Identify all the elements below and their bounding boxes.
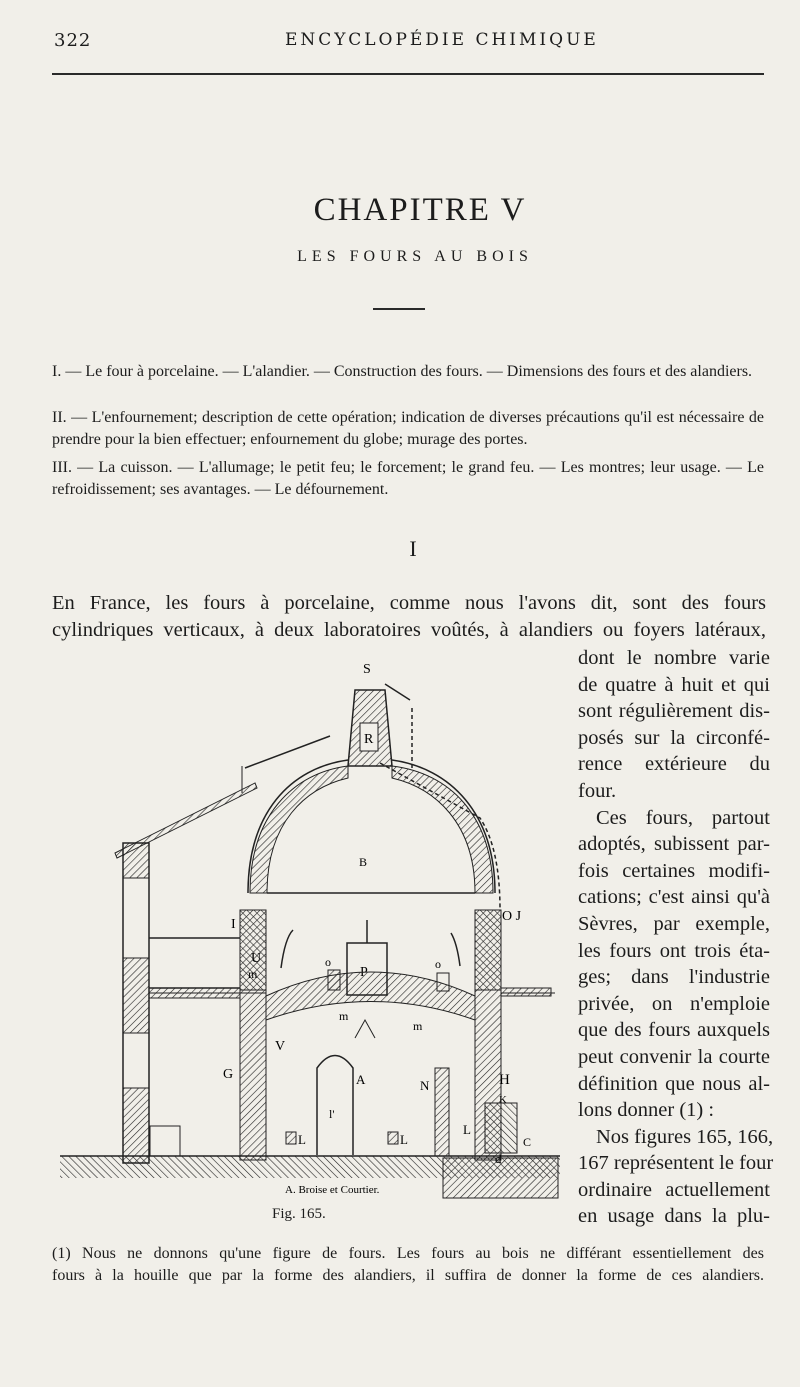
label-U: U — [251, 951, 262, 966]
label-L-left: L — [298, 1132, 306, 1147]
label-m-upper: m — [248, 967, 258, 981]
footnote — [52, 1243, 764, 1287]
column-line: sont régulièrement dis- — [578, 700, 770, 723]
label-I: I — [231, 917, 236, 932]
label-G: G — [223, 1067, 234, 1082]
kiln-figure — [55, 648, 570, 1203]
label-K: K — [499, 1094, 507, 1106]
column-line: dont le nombre varie — [578, 647, 770, 669]
column-line: posés sur la circonfé- — [578, 726, 770, 749]
chapter-subtitle: LES FOURS AU BOIS — [297, 248, 533, 265]
summary-item-3: III. — La cuisson. — L'allumage; le petit feu; le forcement; le grand feu. — Les montres; leur usage. — Le refroidissement; ses avantages. — Le défournement. — [52, 459, 764, 498]
column-line: ges; dans l'industrie — [578, 966, 770, 989]
column-line: adoptés, subissent par- — [578, 833, 770, 856]
column-line: peut convenir la courte — [578, 1045, 770, 1068]
label-m-left: m — [339, 1009, 349, 1023]
body-line-1: En France, les fours à porcelaine, comme nous l'avons dit, sont des fours — [52, 592, 766, 614]
page-number: 322 — [54, 30, 92, 51]
label-o-right: o — [435, 957, 441, 971]
column-line: de quatre à huit et qui — [578, 673, 770, 696]
label-N: N — [420, 1078, 430, 1093]
running-title: ENCYCLOPÉDIE CHIMIQUE — [285, 30, 599, 50]
column-line: rence extérieure du — [578, 753, 770, 776]
column-line: Ces fours, partout — [596, 806, 770, 829]
chapter-rule — [373, 308, 425, 310]
column-line: Sèvres, par exemple, — [578, 912, 770, 935]
column-line: Nos figures 165, 166, — [596, 1125, 774, 1148]
summary-item-1: I. — Le four à porcelaine. — L'alandier. — Construction des fours. — Dimensions des fours et des alandiers. — [52, 363, 753, 380]
chapter-title: CHAPITRE V — [313, 192, 527, 228]
section-number: I — [409, 536, 417, 561]
column-line: cations; c'est ainsi qu'à — [578, 886, 770, 909]
label-l: l' — [329, 1107, 335, 1121]
column-line: fois certaines modifi- — [578, 859, 770, 882]
label-S: S — [363, 662, 371, 677]
label-R: R — [364, 732, 374, 747]
label-H: H — [499, 1072, 510, 1088]
body-line-2: cylindriques verticaux, à deux laboratoires voûtés, à alandiers ou foyers latéraux, — [52, 619, 766, 641]
column-line: ordinaire actuellement — [578, 1178, 770, 1201]
column-line: 167 représentent le four — [578, 1152, 774, 1175]
column-line: les fours ont trois éta- — [578, 939, 770, 962]
column-line: en usage dans la plu- — [578, 1205, 770, 1228]
label-V: V — [275, 1039, 286, 1054]
engraver-credit: A. Broise et Courtier. — [285, 1184, 380, 1196]
column-line: four. — [578, 779, 617, 802]
label-OJ: O J — [502, 909, 522, 924]
label-C: C — [523, 1135, 532, 1149]
body-column — [578, 645, 774, 1230]
label-m-right: m — [413, 1019, 423, 1033]
column-line: que des fours auxquels — [578, 1019, 770, 1042]
label-L-right: L — [400, 1132, 408, 1147]
header-rule — [52, 73, 764, 75]
footnote-line: (1) Nous ne donnons qu'une figure de fours. Les fours au bois ne différant essentiellement des — [52, 1245, 764, 1262]
label-L-firebox: L — [463, 1122, 471, 1137]
footnote-line: fours à la houille que par la forme des alandiers, il suffira de donner la forme de ces alandiers. — [52, 1267, 764, 1284]
figure-caption: Fig. 165. — [272, 1206, 326, 1222]
summary-item-2: II. — L'enfournement; description de cette opération; indication de diverses précautions qu'il est nécessaire de prendre pour la bien effectuer; enfournement du globe; murage des portes. — [52, 409, 764, 448]
column-line: privée, on n'emploie — [578, 992, 770, 1015]
label-A: A — [356, 1072, 366, 1087]
label-B: B — [359, 855, 368, 869]
column-line: définition que nous al- — [578, 1072, 770, 1095]
label-o-left: o — [325, 955, 331, 969]
column-line: lons donner (1) : — [578, 1099, 715, 1122]
